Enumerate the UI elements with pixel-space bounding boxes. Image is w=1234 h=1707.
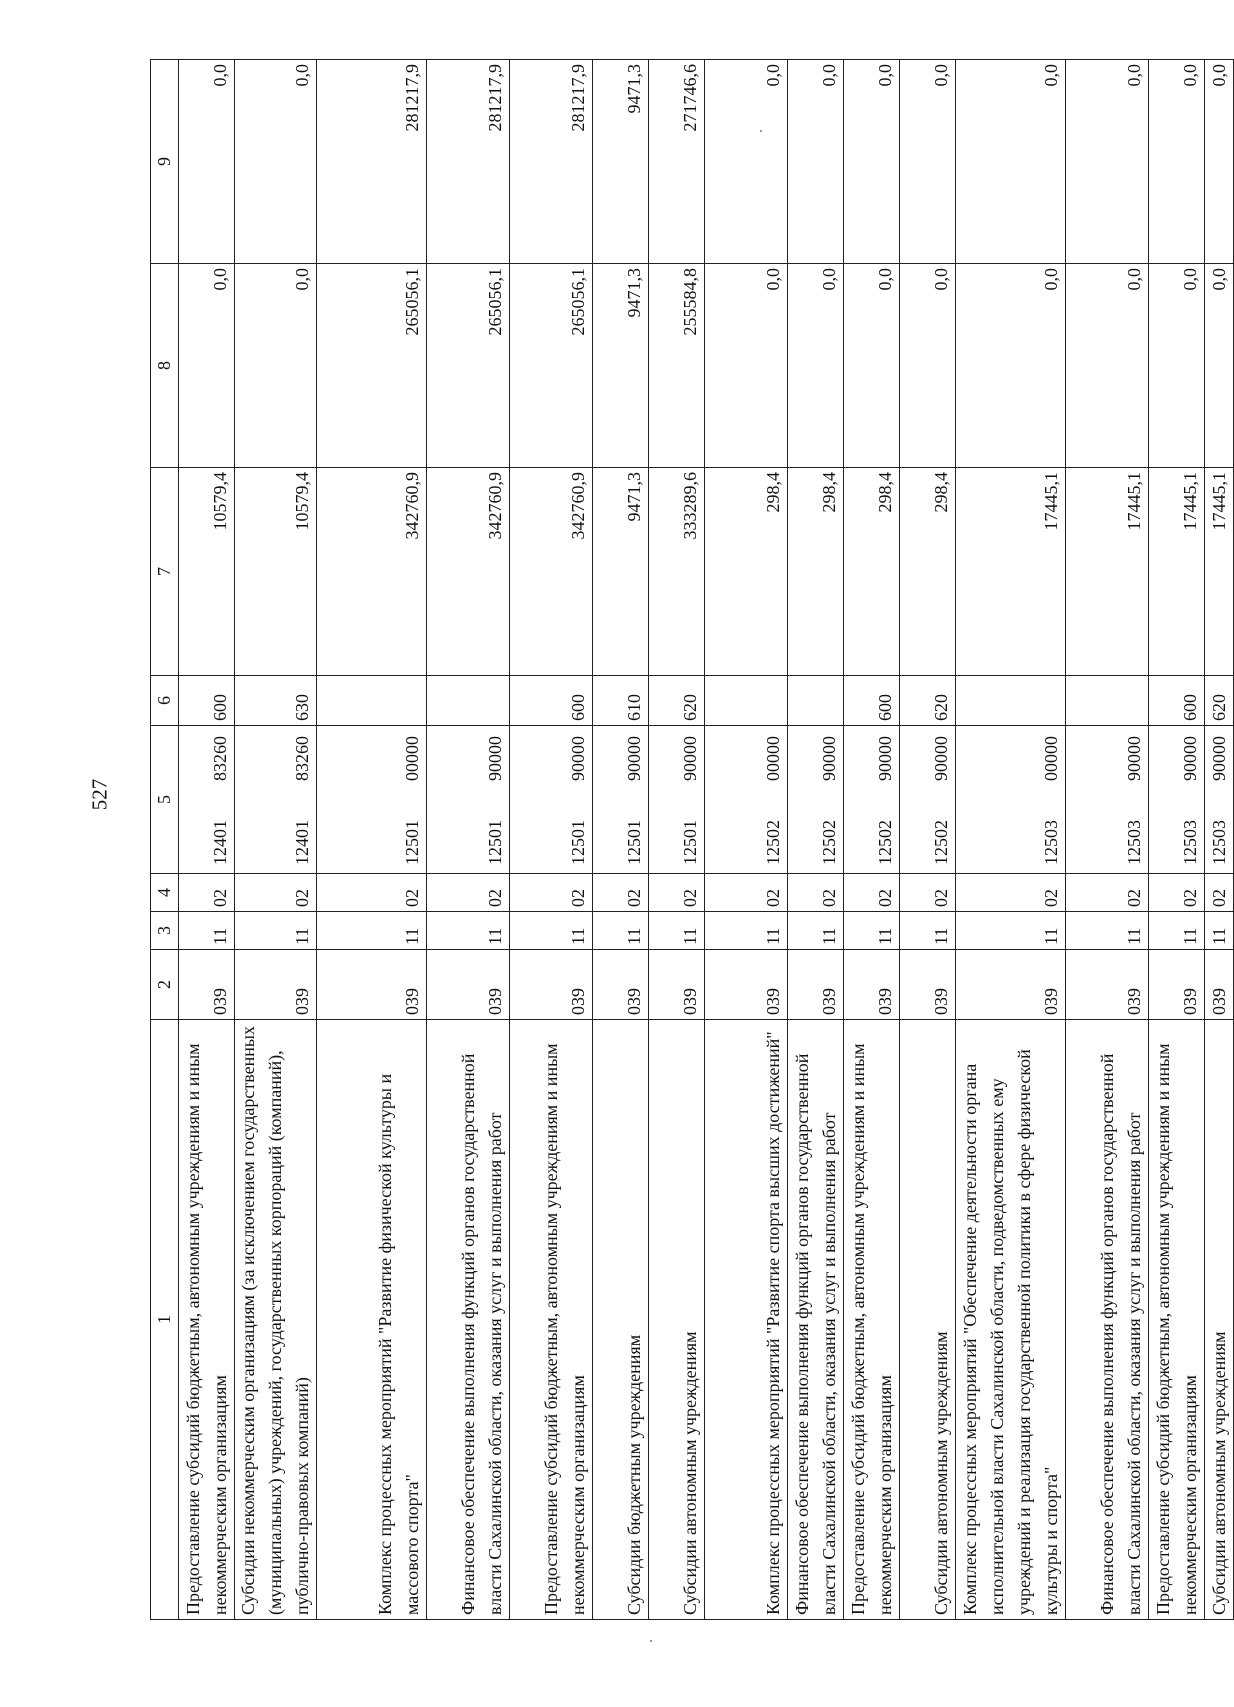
target-article-program: 12401: [292, 820, 312, 865]
ministry-code: 039: [844, 950, 900, 1020]
subsection-code: 02: [1205, 874, 1234, 912]
row-name: Финансовое обеспечение выполнения функций органов государственной власти Сахалинской области, оказания услуг и выполнения работ: [788, 1020, 844, 1620]
table-row: [705, 60, 788, 1620]
target-article-program: 12503: [1209, 820, 1229, 865]
target-article-program: 12502: [875, 820, 895, 865]
table-row: [235, 60, 317, 1620]
section-code: 11: [1149, 912, 1205, 950]
subsection-code: 02: [956, 874, 1066, 912]
section-code: 11: [510, 912, 593, 950]
subsection-code: 02: [649, 874, 705, 912]
section-code: 11: [649, 912, 705, 950]
target-article-direction: 90000: [680, 736, 700, 781]
ministry-code: 039: [317, 950, 427, 1020]
amount-year-3: 0,0: [956, 60, 1066, 264]
target-article-program: 12502: [931, 820, 951, 865]
target-article-direction: 90000: [1180, 736, 1200, 781]
amount-year-2: 0,0: [844, 264, 900, 468]
row-name: Субсидии некоммерческим организациям (за исключением государственных (муниципальных) учреждений, государственных корпораций (компаний), публично-правовых компаний): [235, 1020, 317, 1620]
row-name: Предоставление субсидий бюджетным, автономным учреждениям и иным некоммерческим организациям: [179, 1020, 235, 1620]
amount-year-1: 342760,9: [510, 468, 593, 676]
target-article: [1149, 726, 1205, 874]
section-code: 11: [788, 912, 844, 950]
target-article: [593, 726, 649, 874]
expense-type: 620: [649, 676, 705, 726]
amount-year-2: 0,0: [235, 264, 317, 468]
table-row: [1066, 60, 1149, 1620]
amount-year-1: 17445,1: [1205, 468, 1234, 676]
scan-speck: [760, 130, 762, 132]
table-row: [788, 60, 844, 1620]
target-article: [427, 726, 510, 874]
target-article: [317, 726, 427, 874]
section-code: 11: [844, 912, 900, 950]
target-article-direction: 83260: [210, 736, 230, 781]
row-name: Финансовое обеспечение выполнения функций органов государственной власти Сахалинской области, оказания услуг и выполнения работ: [427, 1020, 510, 1620]
target-article-program: 12501: [568, 820, 588, 865]
target-article-program: 12503: [1180, 820, 1200, 865]
ministry-code: 039: [900, 950, 956, 1020]
target-article-program: 12501: [680, 820, 700, 865]
amount-year-3: 281217,9: [317, 60, 427, 264]
target-article-program: 12401: [210, 820, 230, 865]
table-body: [179, 60, 1234, 1620]
amount-year-2: 0,0: [956, 264, 1066, 468]
expense-type: 620: [1205, 676, 1234, 726]
subsection-code: 02: [179, 874, 235, 912]
row-name: Предоставление субсидий бюджетным, автономным учреждениям и иным некоммерческим организациям: [844, 1020, 900, 1620]
section-code: 11: [317, 912, 427, 950]
subsection-code: 02: [705, 874, 788, 912]
ministry-code: 039: [179, 950, 235, 1020]
table-row: [317, 60, 427, 1620]
table-row: [956, 60, 1066, 1620]
amount-year-2: 0,0: [788, 264, 844, 468]
row-name: Комплекс процессных мероприятий "Развитие спорта высших достижений": [705, 1020, 788, 1620]
expense-type: [788, 676, 844, 726]
target-article-program: 12501: [485, 820, 505, 865]
amount-year-1: 342760,9: [317, 468, 427, 676]
section-code: 11: [427, 912, 510, 950]
amount-year-1: 298,4: [900, 468, 956, 676]
ministry-code: 039: [593, 950, 649, 1020]
row-name: Комплекс процессных мероприятий "Обеспечение деятельности органа исполнительной власти Сахалинской области, подведомственных ему учреждений и реализация государственной политики в сфере физической культуры и спорта": [956, 1020, 1066, 1620]
target-article-direction: 90000: [485, 736, 505, 781]
amount-year-3: 281217,9: [510, 60, 593, 264]
target-article-direction: 00000: [1041, 736, 1061, 781]
amount-year-3: 0,0: [844, 60, 900, 264]
row-name: Комплекс процессных мероприятий "Развитие физической культуры и массового спорта": [317, 1020, 427, 1620]
table-row: [1205, 60, 1234, 1620]
budget-table: [150, 59, 1234, 1620]
row-name: Субсидии автономным учреждениям: [649, 1020, 705, 1620]
table-row: [1149, 60, 1205, 1620]
ministry-code: 039: [956, 950, 1066, 1020]
amount-year-2: 0,0: [1066, 264, 1149, 468]
amount-year-3: 0,0: [179, 60, 235, 264]
subsection-code: 02: [900, 874, 956, 912]
column-number: 4: [151, 874, 179, 912]
target-article: [235, 726, 317, 874]
amount-year-1: 17445,1: [956, 468, 1066, 676]
row-name: Субсидии бюджетным учреждениям: [593, 1020, 649, 1620]
section-code: 11: [705, 912, 788, 950]
target-article: [510, 726, 593, 874]
row-name: Финансовое обеспечение выполнения функций органов государственной власти Сахалинской области, оказания услуг и выполнения работ: [1066, 1020, 1149, 1620]
column-number: 1: [151, 1020, 179, 1620]
amount-year-3: 0,0: [235, 60, 317, 264]
target-article-direction: 90000: [1124, 736, 1144, 781]
column-number: 5: [151, 726, 179, 874]
table-row: [649, 60, 705, 1620]
target-article: [956, 726, 1066, 874]
amount-year-3: 0,0: [900, 60, 956, 264]
column-number: 8: [151, 264, 179, 468]
ministry-code: 039: [427, 950, 510, 1020]
target-article: [649, 726, 705, 874]
amount-year-2: 0,0: [900, 264, 956, 468]
expense-type: [705, 676, 788, 726]
amount-year-1: 298,4: [788, 468, 844, 676]
expense-type: 620: [900, 676, 956, 726]
amount-year-3: 0,0: [788, 60, 844, 264]
row-name: Субсидии автономным учреждениям: [1205, 1020, 1234, 1620]
subsection-code: 02: [317, 874, 427, 912]
page-number: 527: [87, 778, 112, 811]
section-code: 11: [235, 912, 317, 950]
table-row: [844, 60, 900, 1620]
row-name: Субсидии автономным учреждениям: [900, 1020, 956, 1620]
amount-year-1: 10579,4: [235, 468, 317, 676]
expense-type: 600: [844, 676, 900, 726]
amount-year-1: 298,4: [844, 468, 900, 676]
subsection-code: 02: [510, 874, 593, 912]
amount-year-2: 0,0: [179, 264, 235, 468]
expense-type: 600: [510, 676, 593, 726]
subsection-code: 02: [1066, 874, 1149, 912]
target-article: [788, 726, 844, 874]
ministry-code: 039: [510, 950, 593, 1020]
target-article-direction: 00000: [763, 736, 783, 781]
table-row: [427, 60, 510, 1620]
target-article-direction: 90000: [624, 736, 644, 781]
target-article: [1205, 726, 1234, 874]
amount-year-2: 265056,1: [510, 264, 593, 468]
ministry-code: 039: [649, 950, 705, 1020]
amount-year-1: 9471,3: [593, 468, 649, 676]
rotated-page: [150, 60, 1229, 1620]
amount-year-3: 0,0: [1066, 60, 1149, 264]
table-row: [510, 60, 593, 1620]
expense-type: 600: [179, 676, 235, 726]
section-code: 11: [593, 912, 649, 950]
amount-year-2: 9471,3: [593, 264, 649, 468]
amount-year-2: 0,0: [1205, 264, 1234, 468]
table-row: [900, 60, 956, 1620]
landscape-sheet: [150, 60, 1229, 1620]
row-name: Предоставление субсидий бюджетным, автономным учреждениям и иным некоммерческим организациям: [1149, 1020, 1205, 1620]
expense-type: 600: [1149, 676, 1205, 726]
amount-year-1: 342760,9: [427, 468, 510, 676]
section-code: 11: [1205, 912, 1234, 950]
section-code: 11: [179, 912, 235, 950]
table-row: [593, 60, 649, 1620]
ministry-code: 039: [1205, 950, 1234, 1020]
amount-year-2: 265056,1: [427, 264, 510, 468]
subsection-code: 02: [427, 874, 510, 912]
section-code: 11: [900, 912, 956, 950]
amount-year-1: 298,4: [705, 468, 788, 676]
expense-type: [956, 676, 1066, 726]
amount-year-2: 0,0: [705, 264, 788, 468]
target-article: [844, 726, 900, 874]
target-article: [1066, 726, 1149, 874]
target-article-program: 12501: [402, 820, 422, 865]
target-article-direction: 90000: [931, 736, 951, 781]
column-number: 3: [151, 912, 179, 950]
ministry-code: 039: [1066, 950, 1149, 1020]
subsection-code: 02: [844, 874, 900, 912]
target-article: [179, 726, 235, 874]
target-article-program: 12502: [763, 820, 783, 865]
target-article-direction: 90000: [1209, 736, 1229, 781]
amount-year-1: 17445,1: [1149, 468, 1205, 676]
expense-type: 630: [235, 676, 317, 726]
amount-year-3: 0,0: [1149, 60, 1205, 264]
ministry-code: 039: [1149, 950, 1205, 1020]
column-number-row: [151, 60, 179, 1620]
expense-type: [427, 676, 510, 726]
amount-year-3: 0,0: [1205, 60, 1234, 264]
amount-year-3: 0,0: [705, 60, 788, 264]
amount-year-2: 0,0: [1149, 264, 1205, 468]
amount-year-1: 10579,4: [179, 468, 235, 676]
target-article-program: 12502: [819, 820, 839, 865]
amount-year-1: 17445,1: [1066, 468, 1149, 676]
column-number: 7: [151, 468, 179, 676]
amount-year-3: 9471,3: [593, 60, 649, 264]
column-number: 2: [151, 950, 179, 1020]
amount-year-3: 281217,9: [427, 60, 510, 264]
row-name: Предоставление субсидий бюджетным, автономным учреждениям и иным некоммерческим организациям: [510, 1020, 593, 1620]
ministry-code: 039: [705, 950, 788, 1020]
section-code: 11: [956, 912, 1066, 950]
target-article-program: 12501: [624, 820, 644, 865]
expense-type: [1066, 676, 1149, 726]
subsection-code: 02: [235, 874, 317, 912]
subsection-code: 02: [788, 874, 844, 912]
target-article-direction: 90000: [819, 736, 839, 781]
expense-type: 610: [593, 676, 649, 726]
expense-type: [317, 676, 427, 726]
target-article-program: 12503: [1041, 820, 1061, 865]
scan-speck: [650, 1640, 652, 1642]
subsection-code: 02: [593, 874, 649, 912]
column-number: 9: [151, 60, 179, 264]
target-article-direction: 90000: [875, 736, 895, 781]
target-article-direction: 83260: [292, 736, 312, 781]
target-article: [900, 726, 956, 874]
section-code: 11: [1066, 912, 1149, 950]
amount-year-1: 333289,6: [649, 468, 705, 676]
ministry-code: 039: [235, 950, 317, 1020]
amount-year-2: 255584,8: [649, 264, 705, 468]
target-article: [705, 726, 788, 874]
ministry-code: 039: [788, 950, 844, 1020]
target-article-direction: 00000: [402, 736, 422, 781]
subsection-code: 02: [1149, 874, 1205, 912]
target-article-direction: 90000: [568, 736, 588, 781]
column-number: 6: [151, 676, 179, 726]
amount-year-2: 265056,1: [317, 264, 427, 468]
target-article-program: 12503: [1124, 820, 1144, 865]
amount-year-3: 271746,6: [649, 60, 705, 264]
table-row: [179, 60, 235, 1620]
